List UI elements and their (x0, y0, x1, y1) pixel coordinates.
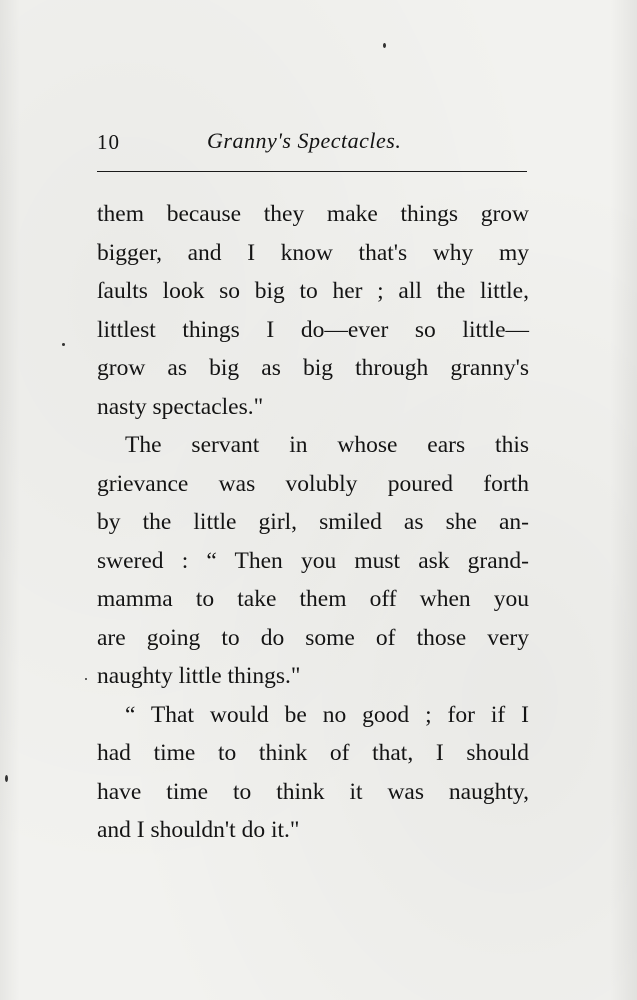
text-line: nasty spectacles." (97, 393, 264, 420)
text-line: mamma to take them off when you (97, 586, 529, 612)
text-line: grow as big as big through granny's (97, 355, 529, 381)
ink-speck (383, 43, 386, 48)
ink-speck (85, 678, 87, 680)
ink-speck (62, 343, 65, 346)
text-line: and I shouldn't do it." (97, 817, 300, 843)
running-head (97, 128, 527, 160)
text-line: had time to think of that, I should (97, 740, 529, 766)
text-line: “ That would be no good ; for if I (125, 701, 529, 728)
text-line: are going to do some of those very (97, 624, 529, 651)
header-rule (97, 171, 527, 172)
text-line: littlest things I do—ever so little— (97, 316, 529, 343)
text-line: by the little girl, smiled as she an- (97, 509, 529, 535)
text-line: ſaults look so big to her ; all the little, (97, 278, 529, 304)
text-line: naughty little things." (97, 663, 301, 689)
text-line: them because they make things grow (97, 201, 529, 227)
ink-speck (5, 775, 8, 782)
text-line: have time to think it was naughty, (97, 778, 529, 805)
text-line: bigger, and I know that's why my (97, 239, 529, 266)
running-title: Granny's Spectacles. (207, 128, 402, 153)
text-line: swered : “ Then you must ask grand- (97, 547, 529, 574)
text-line: grievance was volubly poured forth (97, 470, 529, 497)
text-line: The servant in whose ears this (125, 432, 529, 458)
page-number: 10 (97, 130, 120, 154)
body-text (97, 195, 529, 850)
